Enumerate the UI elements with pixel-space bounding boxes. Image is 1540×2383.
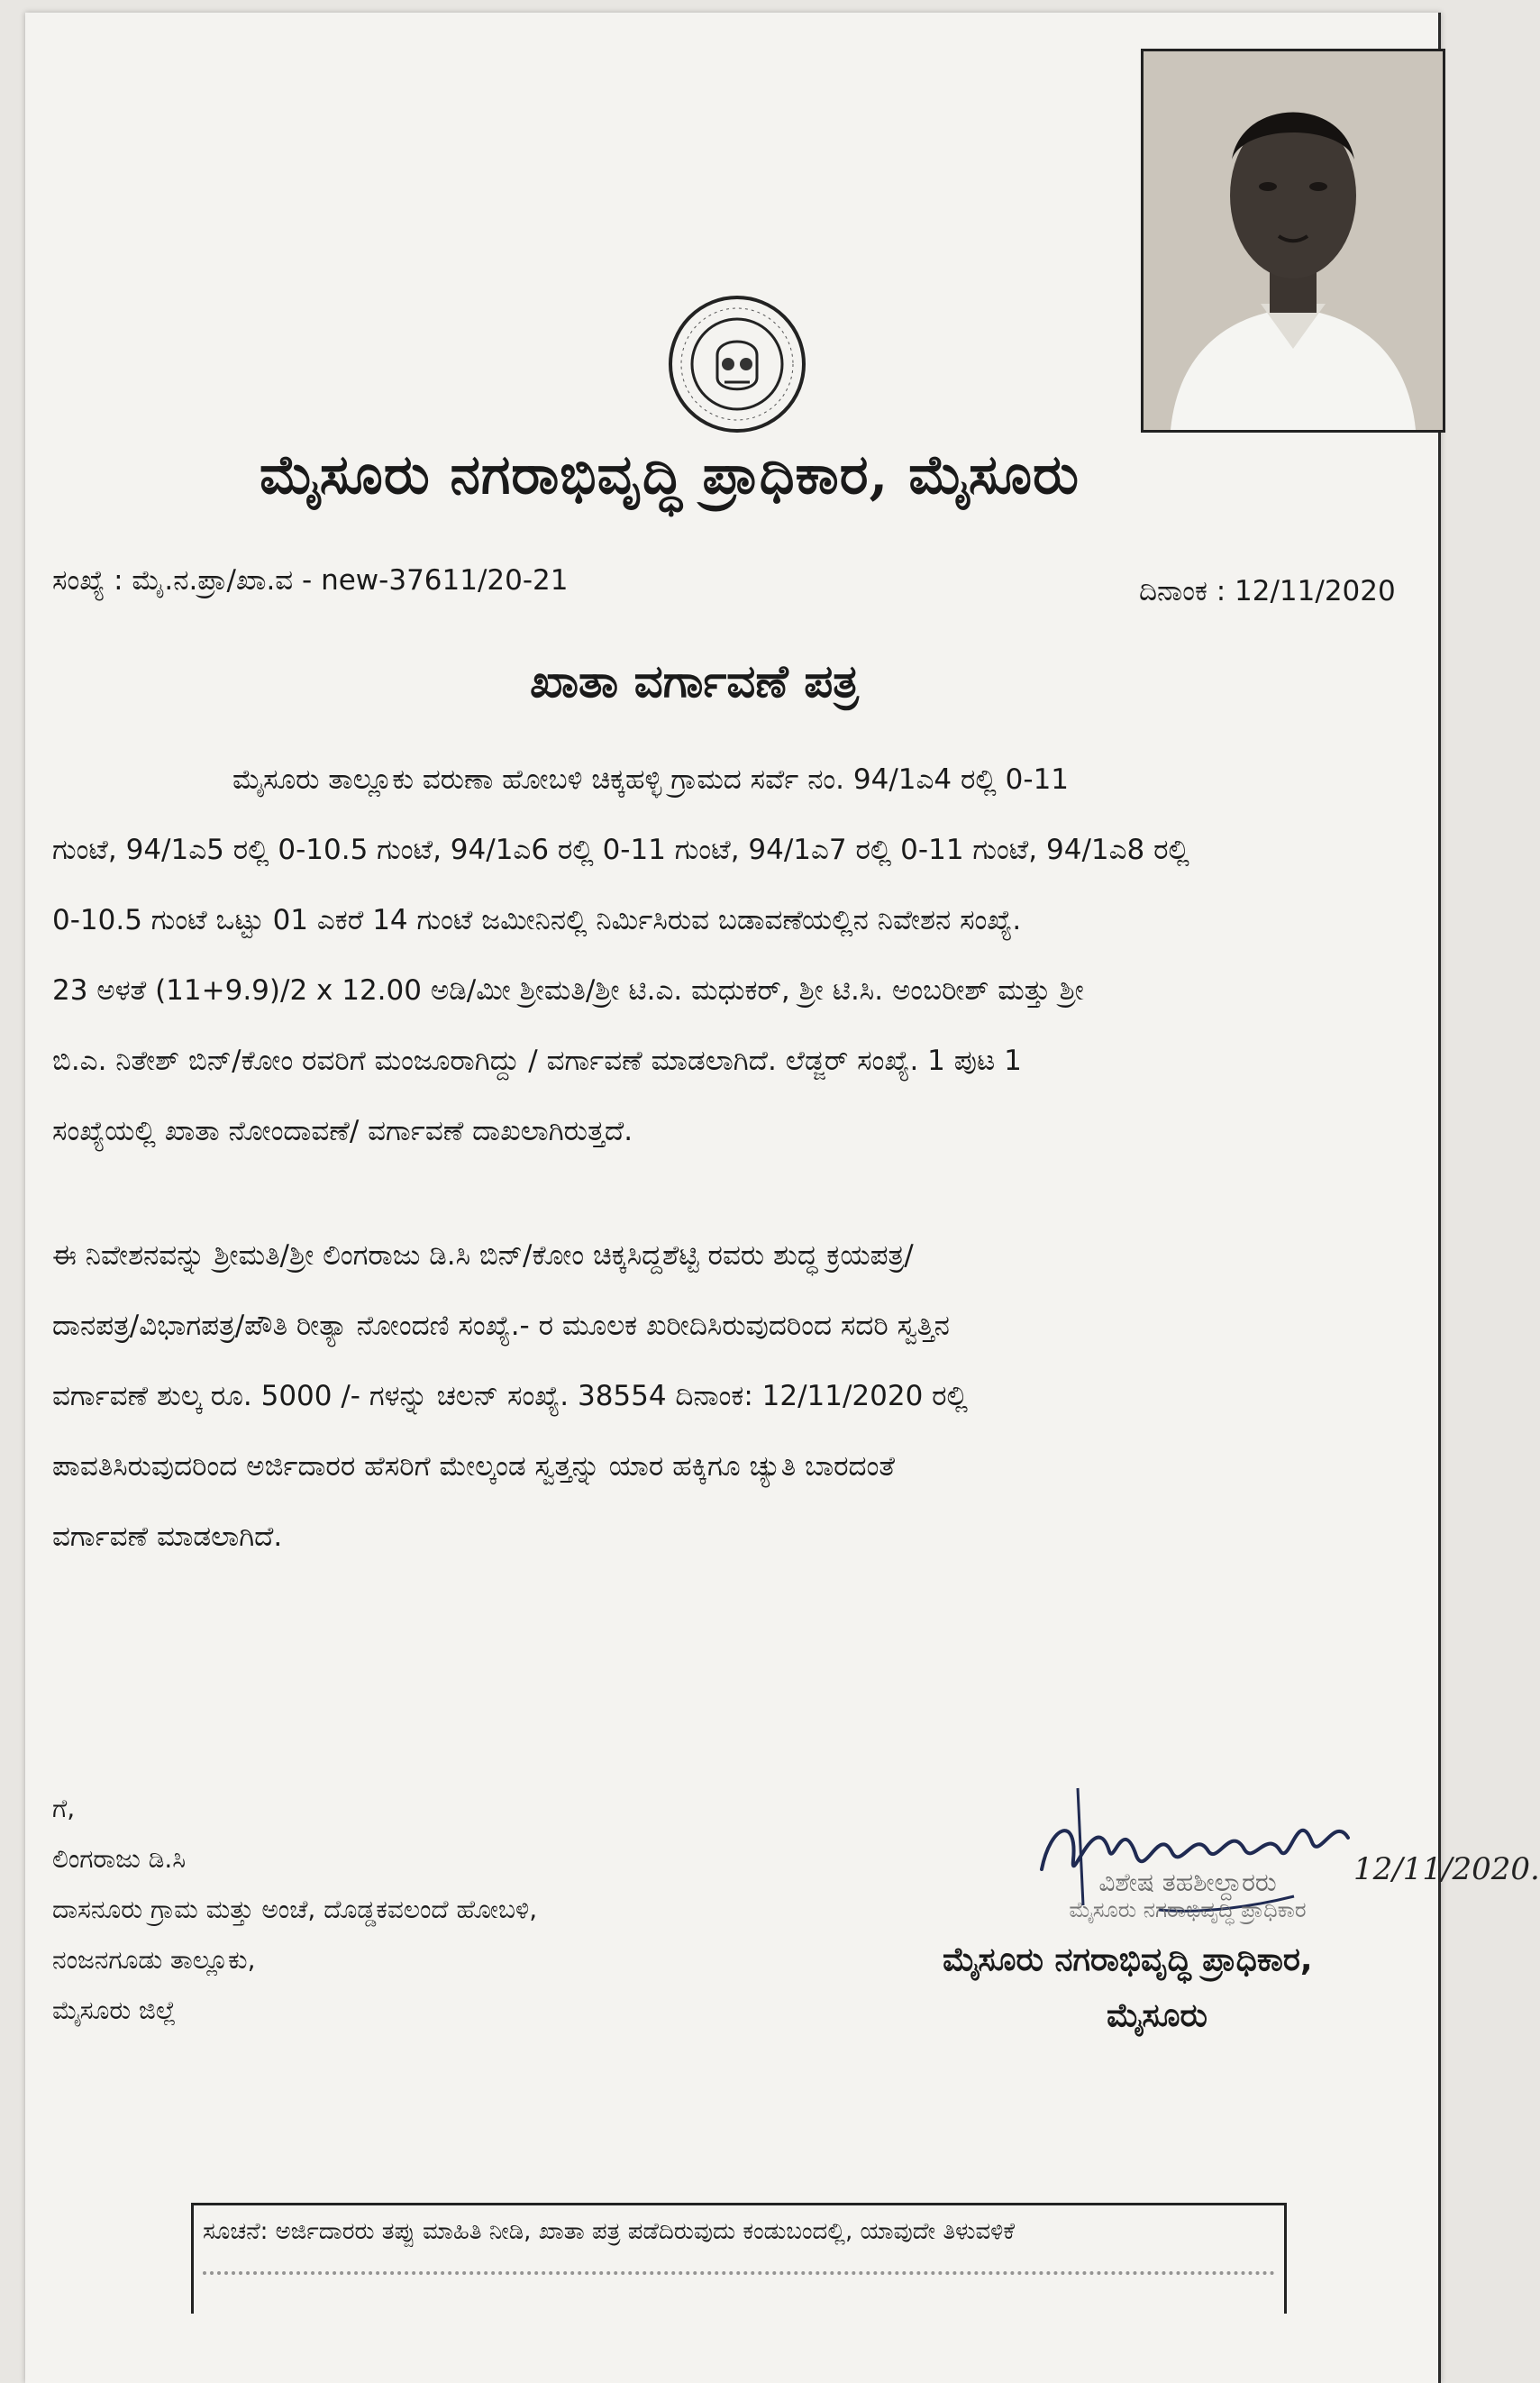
address-line: ಮೈಸೂರು ಜಿಲ್ಲೆ	[52, 1995, 177, 2025]
signatory-block	[935, 1869, 1440, 2035]
paragraph-line: ಬಿ.ಎ. ನಿತೇಶ್ ಬಿನ್/ಕೋಂ ರವರಿಗೆ ಮಂಜೂರಾಗಿದ್ದು / ವರ್ಗಾವಣೆ ಮಾಡಲಾಗಿದೆ. ಲೆಡ್ಜರ್ ಸಂಖ್ಯೆ. 1 ಪುಟ 1	[52, 1045, 1022, 1077]
paragraph-line: ವರ್ಗಾವಣೆ ಶುಲ್ಕ ರೂ. 5000 /- ಗಳನ್ನು ಚಲನ್ ಸಂಖ್ಯೆ. 38554 ದಿನಾಂಕ: 12/11/2020 ರಲ್ಲಿ	[52, 1380, 968, 1412]
authority-seal	[665, 292, 809, 436]
paragraph-line: 0-10.5 ಗುಂಟೆ ಒಟ್ಟು 01 ಎಕರೆ 14 ಗುಂಟೆ ಜಮೀನಿನಲ್ಲಿ ನಿರ್ಮಿಸಿರುವ ಬಡಾವಣೆಯಲ್ಲಿನ ನಿವೇಶನ ಸಂಖ್ಯೆ.	[52, 904, 1022, 936]
address-line: ದಾಸನೂರು ಗ್ರಾಮ ಮತ್ತು ಅಂಚೆ, ದೊಡ್ಡಕವಲಂದೆ ಹೋಬಳಿ,	[52, 1895, 538, 1924]
recipient-address	[52, 1784, 537, 2036]
paragraph-line: ಗುಂಟೆ, 94/1ಎ5 ರಲ್ಲಿ 0-10.5 ಗುಂಟೆ, 94/1ಎ6 ರಲ್ಲಿ 0-11 ಗುಂಟೆ, 94/1ಎ7 ರಲ್ಲಿ 0-11 ಗುಂಟೆ, 94/1ಎ8 ರಲ್ಲಿ	[52, 834, 1189, 866]
paragraph-line: ದಾನಪತ್ರ/ವಿಭಾಗಪತ್ರ/ಪೌತಿ ರೀತ್ಯಾ ನೋಂದಣಿ ಸಂಖ್ಯೆ.- ರ ಮೂಲಕ ಖರೀದಿಸಿರುವುದರಿಂದ ಸದರಿ ಸ್ವತ್ತಿನ	[52, 1310, 950, 1342]
applicant-photo	[1141, 49, 1445, 433]
reference-number: ಸಂಖ್ಯೆ : ಮೈ.ನ.ಪ್ರಾ/ಖಾ.ವ - new-37611/20-21	[52, 564, 569, 597]
signatory-city: ಮೈಸೂರು	[1107, 1997, 1207, 2034]
handwritten-date: 12/11/2020.	[1353, 1851, 1540, 1887]
transfer-paragraph-1	[52, 744, 1422, 1166]
notice-box	[191, 2203, 1287, 2314]
paragraph-line: ವರ್ಗಾವಣೆ ಮಾಡಲಾಗಿದೆ.	[52, 1520, 283, 1553]
paragraph-line: ಈ ನಿವೇಶನವನ್ನು ಶ್ರೀಮತಿ/ಶ್ರೀ ಲಿಂಗರಾಜು ಡಿ.ಸಿ ಬಿನ್/ಕೋಂ ಚಿಕ್ಕಸಿದ್ದಶೆಟ್ಟಿ ರವರು ಶುದ್ಧ ಕ್ರಯಪತ್ರ/	[52, 1239, 914, 1272]
address-salutation: ಗೆ,	[52, 1794, 76, 1823]
paragraph-line: ಪಾವತಿಸಿರುವುದರಿಂದ ಅರ್ಜಿದಾರರ ಹೆಸರಿಗೆ ಮೇಲ್ಕಂಡ ಸ್ವತ್ತನ್ನು ಯಾರ ಹಕ್ಕಿಗೂ ಚ್ಯುತಿ ಬಾರದಂತೆ	[52, 1450, 895, 1483]
paragraph-line: ಸಂಖ್ಯೆಯಲ್ಲಿ ಖಾತಾ ನೋಂದಾವಣೆ/ ವರ್ಗಾವಣೆ ದಾಖಲಾಗಿರುತ್ತದೆ.	[52, 1115, 633, 1147]
paragraph-line: ಮೈಸೂರು ತಾಲ್ಲೂಕು ವರುಣಾ ಹೋಬಳಿ ಚಿಕ್ಕಹಳ್ಳಿ ಗ್ರಾಮದ ಸರ್ವೆ ನಂ. 94/1ಎ4 ರಲ್ಲಿ 0-11	[232, 763, 1070, 796]
transfer-paragraph-2	[52, 1220, 1422, 1572]
stamp-official-title: ವಿಶೇಷ ತಹಶೀಲ್ದಾರರು	[1098, 1867, 1277, 1897]
emblem-seal-icon	[665, 292, 809, 436]
notice-text: ಸೂಚನೆ: ಅರ್ಜಿದಾರರು ತಪ್ಪು ಮಾಹಿತಿ ನೀಡಿ, ಖಾತಾ ಪತ್ರ ಪಡೆದಿರುವುದು ಕಂಡುಬಂದಲ್ಲಿ, ಯಾವುದೇ ತಿಳುವಳಿಕೆ	[203, 2218, 1016, 2245]
paragraph-line: 23 ಅಳತೆ (11+9.9)/2 x 12.00 ಅಡಿ/ಮೀ ಶ್ರೀಮತಿ/ಶ್ರೀ ಟಿ.ಎ. ಮಧುಕರ್, ಶ್ರೀ ಟಿ.ಸಿ. ಅಂಬರೀಶ್ ಮತ್ತು ಶ್ರೀ	[52, 974, 1084, 1007]
recipient-name: ಲಿಂಗರಾಜು ಡಿ.ಸಿ	[52, 1844, 187, 1874]
signatory-organization: ಮೈಸೂರು ನಗರಾಭಿವೃದ್ಧಿ ಪ್ರಾಧಿಕಾರ,	[943, 1941, 1313, 1978]
cut-off-text-line	[203, 2271, 1275, 2284]
document-title: ಖಾತಾ ವರ್ಗಾವಣೆ ಪತ್ರ	[530, 654, 859, 708]
document-date: ದಿನಾಂಕ : 12/11/2020	[1139, 575, 1396, 607]
address-line: ನಂಜನಗೂಡು ತಾಲ್ಲೂಕು,	[52, 1945, 256, 1975]
person-portrait-icon	[1144, 51, 1443, 430]
document-page	[25, 13, 1540, 2383]
stamp-office-line: ಮೈಸೂರು ನಗರಾಭಿವೃದ್ಧಿ ಪ್ರಾಧಿಕಾರ	[1069, 1897, 1307, 1922]
organization-title: ಮೈಸೂರು ನಗರಾಭಿವೃದ್ಧಿ ಪ್ರಾಧಿಕಾರ, ಮೈಸೂರು	[260, 443, 1080, 507]
